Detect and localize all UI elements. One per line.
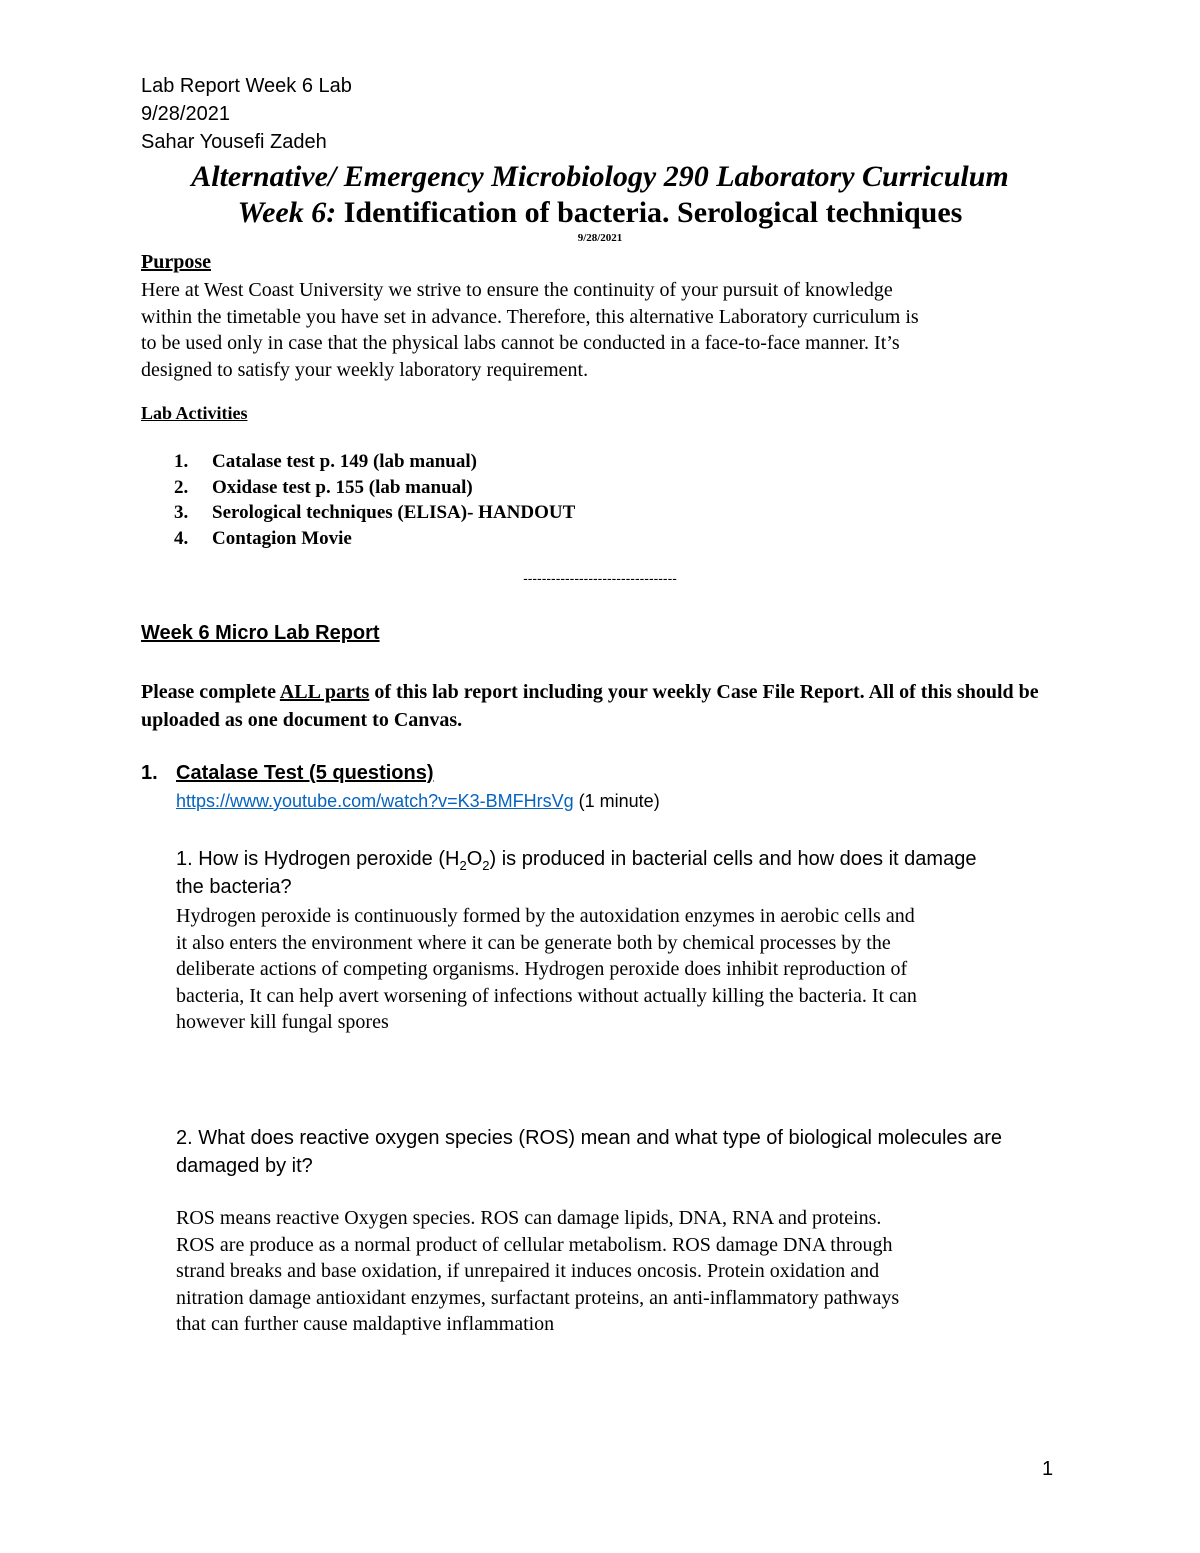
week-title: [0, 196, 1200, 230]
page-number: 1: [1042, 1458, 1054, 1480]
purpose-line: designed to satisfy your weekly laboratory requirement.: [141, 358, 589, 381]
curriculum-title: [0, 160, 1200, 194]
purpose-heading: Purpose: [141, 251, 211, 273]
answer-1: [176, 903, 1076, 1036]
week-label: Week 6:: [237, 196, 337, 229]
report-heading: Week 6 Micro Lab Report: [141, 622, 380, 644]
curriculum-title-text: Alternative/ Emergency Microbiology 290 Laboratory Curriculum: [191, 160, 1009, 193]
answer-line: however kill fungal spores: [176, 1011, 389, 1033]
all-parts-emphasis: ALL parts: [279, 681, 370, 703]
dashed-divider: ---------------------------------: [523, 570, 677, 586]
header-report-title: Lab Report Week 6 Lab: [141, 75, 352, 97]
header-date: 9/28/2021: [141, 103, 230, 125]
answer-2: [176, 1205, 1076, 1338]
answer-line: Hydrogen peroxide is continuously formed by the autoxidation enzymes in aerobic cells and: [176, 905, 915, 927]
week-topic: Identification of bacteria. Serological techniques: [336, 196, 963, 229]
answer-line: ROS are produce as a normal product of cellular metabolism. ROS damage DNA through: [176, 1233, 893, 1256]
purpose-line: Here at West Coast University we strive to ensure the continuity of your pursuit of knowledge: [141, 279, 893, 301]
purpose-line: within the timetable you have set in advance. Therefore, this alternative Laboratory curriculum is: [141, 305, 919, 328]
answer-line: bacteria, It can help avert worsening of infections without actually killing the bacteria. It can: [176, 984, 917, 1007]
video-duration: (1 minute): [573, 791, 660, 811]
lab-activities-heading: Lab Activities: [141, 403, 248, 423]
answer-line: strand breaks and base oxidation, if unrepaired it induces oncosis. Protein oxidation and: [176, 1260, 880, 1282]
question-2: 2. What does reactive oxygen species (ROS) mean and what type of biological molecules are damaged by it?: [176, 1127, 1002, 1177]
purpose-line: to be used only in case that the physical labs cannot be conducted in a face-to-face manner. It’s: [141, 332, 900, 354]
header-author: Sahar Yousefi Zadeh: [141, 131, 327, 153]
answer-line: nitration damage antioxidant enzymes, surfactant proteins, an anti-inflammatory pathways: [176, 1286, 900, 1309]
section-title: Catalase Test (5 questions): [176, 762, 434, 784]
answer-line: it also enters the environment where it can be generate both by chemical processes by the: [176, 931, 891, 954]
video-link-line: [176, 791, 660, 812]
video-link[interactable]: https://www.youtube.com/watch?v=K3-BMFHrsVg: [176, 791, 574, 811]
answer-line: deliberate actions of competing organisms. Hydrogen peroxide does inhibit reproduction of: [176, 958, 908, 980]
document-page: Lab Report Week 6 Lab 9/28/2021 Sahar Yousefi Zadeh Alternative/ Emergency Microbiology 290 Laboratory Curriculum Week 6: Identification of bacteria. Serological techniques 9/28/2021 Purpose Here at West Coast University we strive to ensure the continuity of your pursuit of knowledge within the timetable you have set in advance. Therefore, this alternative Laboratory curriculum is to be used only in case that the physical labs cannot be conducted in a face-to-face manner. It’s designed to satisfy your weekly laboratory requirement. Lab Activities 1. Catalase test p. 149 (lab manual) 2. Oxidase test p. 155 (lab manual) 3. Serological techniques (ELISA)- HANDOUT 4. Contagion Movie --------------------------------- Week 6 Micro Lab Report Please complete ALL parts of this lab report including your weekly Case File Report. All of this should be uploaded as one document to Canvas. 1. Catalase Test (5 questions) https://www.youtube.com/watch?v=K3-BMFHrsVg (1 minute) 1. How is Hydrogen peroxide $(H_2O_2)$ is produced in bacterial cells and how does it damage the bacteria? Hydrogen peroxide is continuously formed by the autoxidation enzymes in aerobic cells and it also enters the environment where it can be generate both by chemical processes by the deliberate actions of competing organisms. Hydrogen peroxide does inhibit reproduction of bacteria, It can help avert worsening of infections without actually killing the bacteria. It can however kill fungal spores 2. What does reactive oxygen species (ROS) mean and what type of biological molecules are damaged by it? ROS means reactive Oxygen species. ROS can damage lipids, DNA, RNA and proteins. ROS are produce as a normal product of cellular metabolism. ROS damage DNA through strand breaks and base oxidation, if unrepaired it induces oncosis. Protein oxidation and nitration damage antioxidant enzymes, surfactant proteins, an anti-inflammatory pathways that can further cause maldaptive inflammation 1: [0, 0, 1200, 1553]
title-date: 9/28/2021: [577, 232, 623, 244]
answer-line: that can further cause maldaptive inflammation: [176, 1313, 555, 1335]
section-number: 1.: [141, 762, 158, 784]
report-instructions: Please complete ALL parts of this lab report including your weekly Case File Report. All of this should be uploaded as one document to Canvas.: [141, 681, 1039, 731]
answer-line: ROS means reactive Oxygen species. ROS can damage lipids, DNA, RNA and proteins.: [176, 1207, 882, 1229]
question-1: 1. How is Hydrogen peroxide $(H_2O_2)$ is produced in bacterial cells and how does it damage the bacteria?: [176, 848, 977, 898]
purpose-paragraph: [141, 277, 1071, 383]
